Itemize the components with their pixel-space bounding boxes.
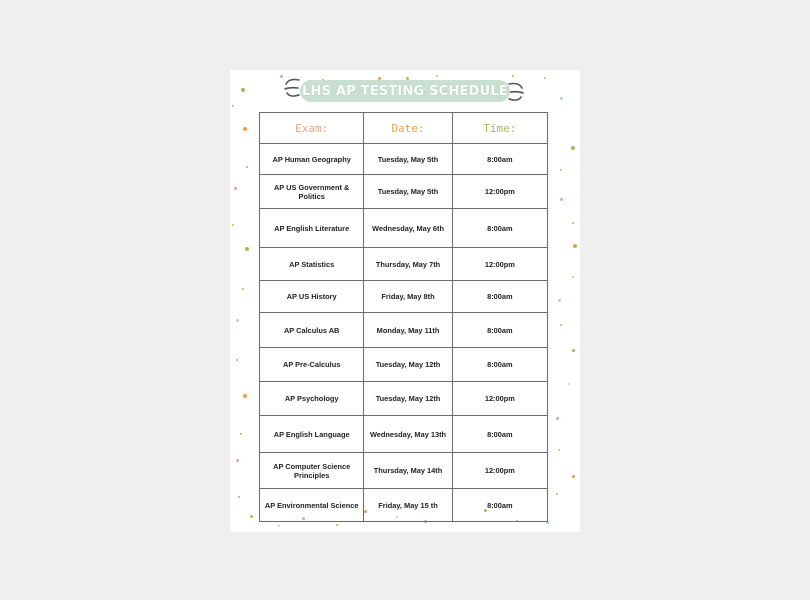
- time-cell: 8:00am: [452, 313, 547, 348]
- date-cell: Monday, May 11th: [364, 313, 452, 348]
- confetti-dot: [241, 88, 245, 92]
- confetti-dot: [336, 524, 338, 526]
- exam-cell: AP US History: [260, 281, 364, 313]
- date-cell: Friday, May 15 th: [364, 489, 452, 522]
- confetti-dot: [560, 97, 563, 100]
- confetti-dot: [560, 198, 563, 201]
- confetti-dot: [234, 187, 237, 190]
- confetti-dot: [436, 75, 438, 77]
- time-cell: 8:00am: [452, 416, 547, 453]
- confetti-dot: [568, 383, 570, 385]
- time-cell: 8:00am: [452, 281, 547, 313]
- exam-cell: AP Psychology: [260, 382, 364, 416]
- date-cell: Thursday, May 7th: [364, 248, 452, 281]
- confetti-dot: [572, 349, 575, 352]
- confetti-dot: [512, 75, 514, 77]
- confetti-dot: [573, 244, 577, 248]
- table-row: [260, 382, 548, 416]
- date-header: Date:: [364, 113, 452, 144]
- confetti-dot: [560, 169, 562, 171]
- time-cell: 8:00am: [452, 144, 547, 175]
- confetti-dot: [236, 359, 238, 361]
- time-cell: 8:00am: [452, 209, 547, 248]
- exam-cell: AP Pre-Calculus: [260, 348, 364, 382]
- confetti-dot: [232, 105, 234, 107]
- confetti-dot: [250, 515, 253, 518]
- confetti-dot: [242, 288, 244, 290]
- confetti-dot: [232, 224, 234, 226]
- date-cell: Thursday, May 14th: [364, 453, 452, 489]
- leaf-left-icon: [283, 76, 301, 100]
- table-row: [260, 175, 548, 209]
- exam-cell: AP Calculus AB: [260, 313, 364, 348]
- table-row: [260, 416, 548, 453]
- confetti-dot: [558, 449, 560, 451]
- exam-cell: AP US Government & Politics: [260, 175, 364, 209]
- confetti-dot: [556, 417, 559, 420]
- table-row: [260, 489, 548, 522]
- date-cell: Wednesday, May 6th: [364, 209, 452, 248]
- exam-cell: AP English Language: [260, 416, 364, 453]
- confetti-dot: [236, 319, 239, 322]
- table-row: [260, 144, 548, 175]
- time-header: Time:: [452, 113, 547, 144]
- confetti-dot: [243, 127, 247, 131]
- exam-cell: AP Environmental Science: [260, 489, 364, 522]
- confetti-dot: [544, 77, 546, 79]
- table-row: [260, 348, 548, 382]
- confetti-dot: [278, 525, 280, 527]
- date-cell: Tuesday, May 5th: [364, 144, 452, 175]
- schedule-table: [259, 112, 548, 522]
- confetti-dot: [572, 475, 575, 478]
- confetti-dot: [558, 299, 561, 302]
- time-cell: 8:00am: [452, 348, 547, 382]
- table-row: [260, 453, 548, 489]
- exam-cell: AP Computer Science Principles: [260, 453, 364, 489]
- confetti-dot: [571, 146, 575, 150]
- date-cell: Tuesday, May 12th: [364, 382, 452, 416]
- date-cell: Wednesday, May 13th: [364, 416, 452, 453]
- table-row: [260, 313, 548, 348]
- confetti-dot: [572, 276, 574, 278]
- confetti-dot: [556, 493, 558, 495]
- exam-header: Exam:: [260, 113, 364, 144]
- table-row: [260, 209, 548, 248]
- confetti-dot: [246, 166, 248, 168]
- date-cell: Tuesday, May 12th: [364, 348, 452, 382]
- table-row: [260, 248, 548, 281]
- time-cell: 8:00am: [452, 489, 547, 522]
- date-cell: Friday, May 8th: [364, 281, 452, 313]
- confetti-dot: [243, 394, 247, 398]
- confetti-dot: [236, 459, 239, 462]
- exam-cell: AP Human Geography: [260, 144, 364, 175]
- confetti-dot: [572, 222, 574, 224]
- table-row: [260, 281, 548, 313]
- confetti-dot: [560, 324, 562, 326]
- exam-cell: AP Statistics: [260, 248, 364, 281]
- time-cell: 12:00pm: [452, 453, 547, 489]
- title-banner: [300, 80, 510, 102]
- time-cell: 12:00pm: [452, 248, 547, 281]
- confetti-dot: [245, 247, 249, 251]
- date-cell: Tuesday, May 5th: [364, 175, 452, 209]
- time-cell: 12:00pm: [452, 175, 547, 209]
- page-title: LHS AP TESTING SCHEDULE: [302, 83, 508, 99]
- header-row: [260, 113, 548, 144]
- exam-cell: AP English Literature: [260, 209, 364, 248]
- confetti-dot: [240, 433, 242, 435]
- time-cell: 12:00pm: [452, 382, 547, 416]
- confetti-dot: [238, 496, 240, 498]
